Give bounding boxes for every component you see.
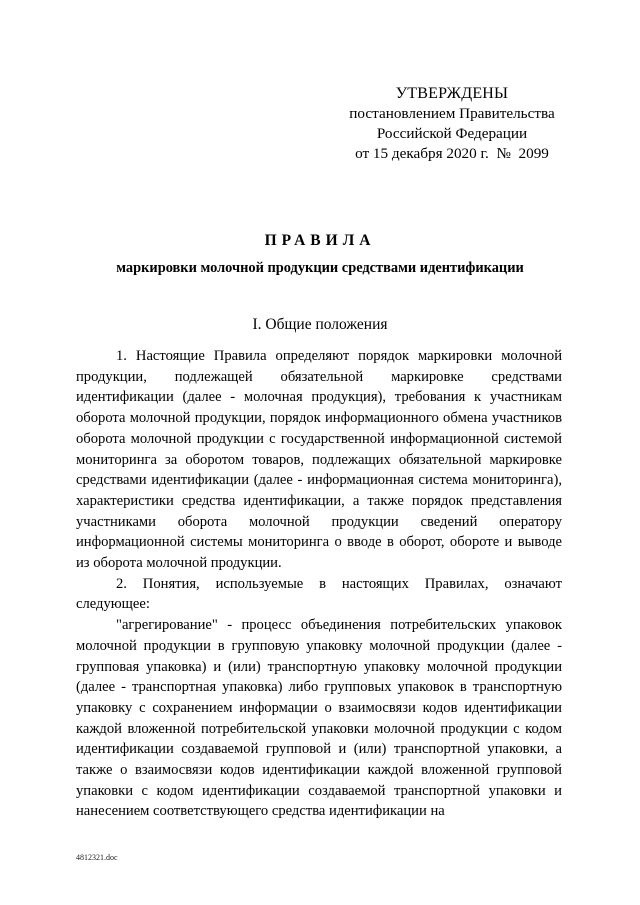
section-heading: I. Общие положения xyxy=(252,316,388,333)
approval-block xyxy=(340,84,564,164)
file-name-footer: 4812321.doc xyxy=(76,853,118,862)
document-body xyxy=(76,346,562,822)
approval-line-2: Российской Федерации xyxy=(376,125,528,142)
paragraph-2: 2. Понятия, используемые в настоящих Правилах, означают следующее: xyxy=(76,575,562,613)
approval-heading: УТВЕРЖДЕНЫ xyxy=(395,85,509,102)
approval-line-1: постановлением Правительства xyxy=(349,105,555,122)
document-title: ПРАВИЛА xyxy=(264,232,376,249)
paragraph-1: 1. Настоящие Правила определяют порядок маркировки молочной продукции, подлежащей обязательной маркировке средствами идентификации (далее - молочная продукция), требования к участникам оборота молочной продукции, порядок информационного обмена участников оборота молочной продукции с государственной информационной системой мониторинга за оборотом товаров, подлежащих обязательной маркировке средствами идентификации (далее - информационная система мониторинга), характеристики средства идентификации, а также порядок представления участниками оборота молочной продукции сведений оператору информационной системы мониторинга о вводе в оборот, обороте и выводе из оборота молочной продукции. xyxy=(76,348,562,572)
paragraph-3: "агрегирование" - процесс объединения потребительских упаковок молочной продукции в групповую упаковку молочной продукции (далее - групповая упаковка) и (или) транспортную упаковку молочной продукции (далее - транспортная упаковка) либо групповых упаковок в транспортную упаковку с сохранением информации о взаимосвязи кодов идентификации каждой вложенной потребительской упаковки молочной продукции с кодом идентификации создаваемой групповой и (или) транспортной упаковки, а также о взаимосвязи кодов идентификации каждой вложенной групповой упаковки с кодом идентификации создаваемой транспортной упаковки и нанесением соответствующего средства идентификации на xyxy=(76,617,562,820)
approval-line-3: от 15 декабря 2020 г. № 2099 xyxy=(355,145,549,162)
document-subtitle: маркировки молочной продукции средствами идентификации xyxy=(116,260,524,276)
